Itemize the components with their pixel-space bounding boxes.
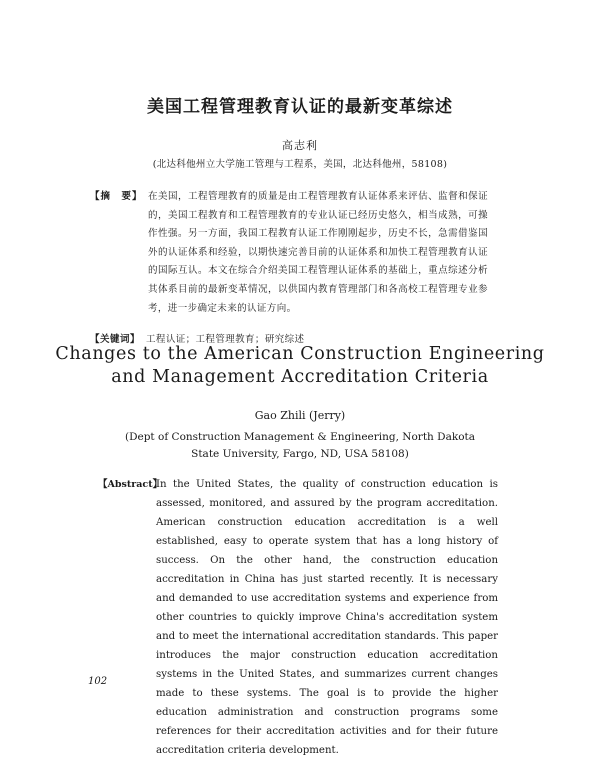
english-title-line2: and Management Accreditation Criteria [111, 367, 489, 387]
page-number: 102 [88, 676, 108, 687]
chinese-author: 高志利 [282, 139, 318, 152]
english-abstract [98, 475, 498, 760]
chinese-affiliation: (北达科他州立大学施工管理与工程系，美国，北达科他州，58108) [152, 159, 448, 170]
english-abstract-label: 【Abstract】 [98, 479, 163, 490]
chinese-title: 美国工程管理教育认证的最新变革综述 [147, 97, 453, 117]
chinese-keywords-label: 【关键词】 [90, 334, 141, 345]
english-affiliation-line1: (Dept of Construction Management & Engineering, North Dakota [124, 431, 475, 443]
chinese-keywords-text: 工程认证；工程管理教育；研究综述 [146, 334, 305, 345]
english-affiliation-line2: State University, Fargo, ND, USA 58108) [191, 448, 409, 460]
chinese-abstract-label: 【摘 要】 [90, 191, 143, 202]
chinese-abstract [90, 188, 488, 318]
english-title-line1: Changes to the American Construction Engineering [55, 344, 545, 364]
english-affiliation [0, 429, 600, 463]
chinese-abstract-text: 在美国，工程管理教育的质量是由工程管理教育认证体系来评估、监督和保证的，美国工程教育和工程管理教育的专业认证已经历史悠久，相当成熟，可操作性强。另一方面，我国工程教育认证工作刚刚起步，历史不长，急需借鉴国外的认证体系和经验，以期快速完善目前的认证体系和加快工程管理教育认证的国际互认。本文在综合介绍美国工程管理认证体系的基础上，重点综述分析其体系目前的最新变革情况，以供国内教育管理部门和各高校工程管理专业参考，进一步确定未来的认证方向。 [148, 191, 488, 314]
english-title [0, 343, 600, 389]
english-author: Gao Zhili (Jerry) [254, 409, 346, 422]
english-abstract-text: In the United States, the quality of construction education is assessed, monitored, and assured by the program accreditation. American construction education accreditation is a well established, easy to operate system that has a long history of success. On the other hand, the construction education accreditation in China has just started recently. It is necessary and demanded to use accreditation systems and experience from other countries to quickly improve China's accreditation system and to meet the international accreditation standards. This paper introduces the major construction education accreditation systems in the United States, and summarizes current changes made to these systems. The goal is to provide the higher education administration and construction programs some references for their accreditation activities and for their future accreditation criteria development. [156, 479, 498, 756]
